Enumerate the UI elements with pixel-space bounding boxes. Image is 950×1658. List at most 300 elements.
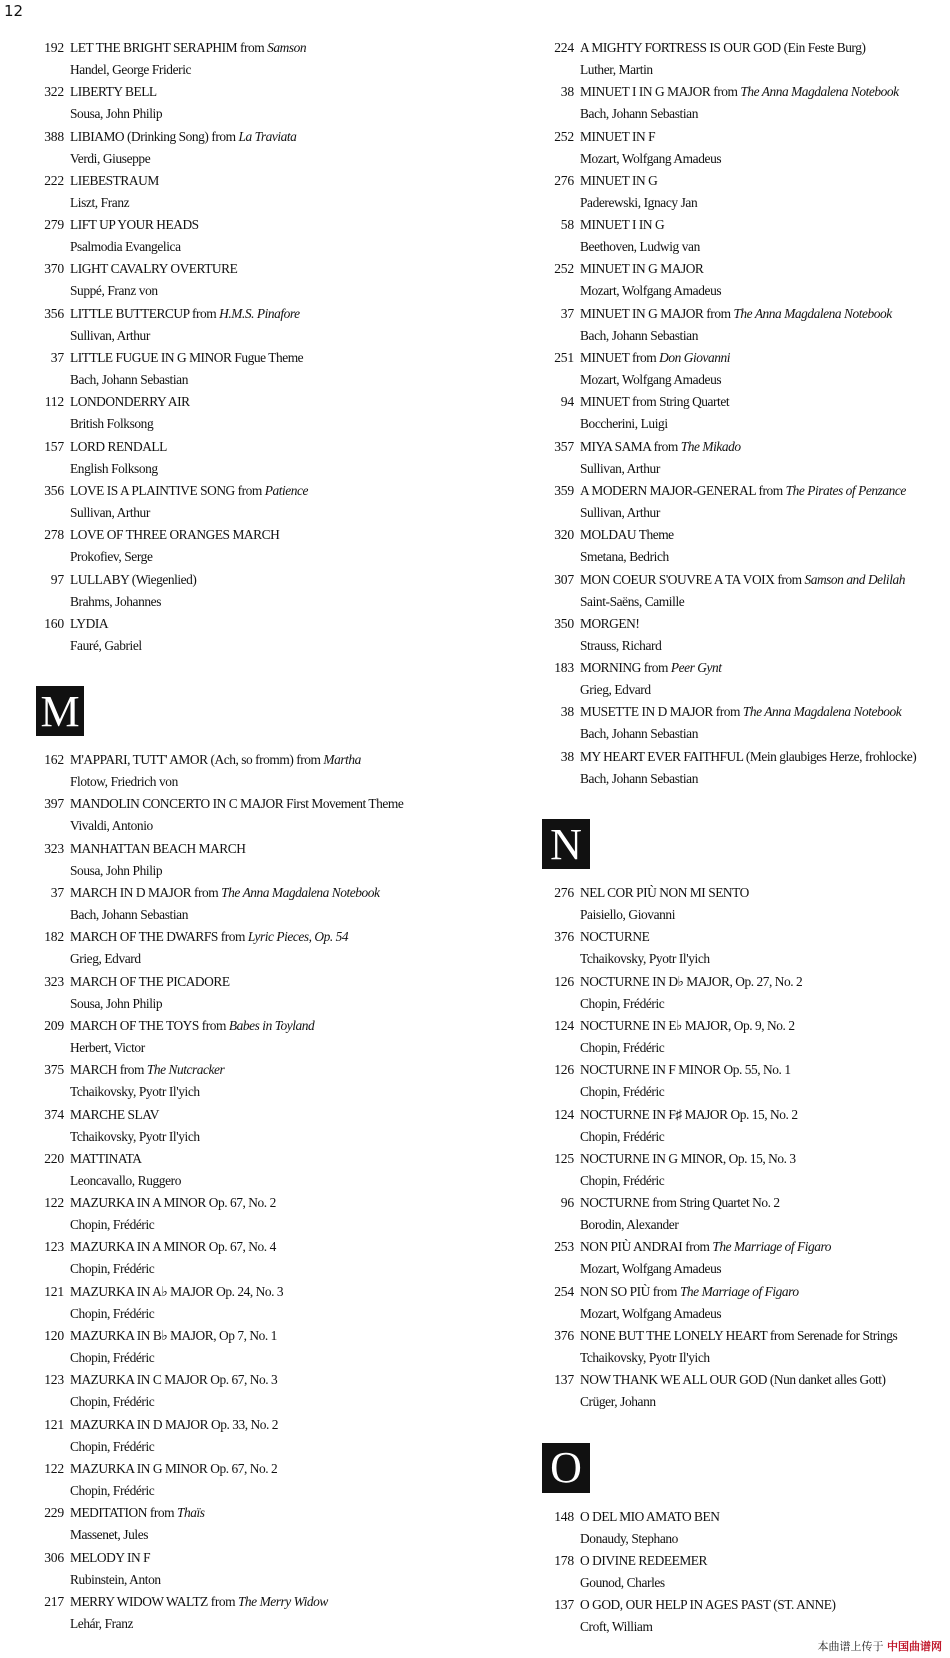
page-ref-number: 37 bbox=[50, 885, 64, 901]
entry-title: MORNING from bbox=[580, 660, 671, 676]
index-entry bbox=[28, 1193, 458, 1237]
index-entry bbox=[28, 348, 458, 392]
entry-title: LONDONDERRY AIR bbox=[70, 394, 190, 410]
entry-title: MARCHE SLAV bbox=[70, 1106, 159, 1122]
index-entry bbox=[538, 1105, 943, 1149]
index-entry bbox=[28, 171, 458, 215]
entry-composer: Bach, Johann Sebastian bbox=[580, 106, 699, 122]
entry-composer: British Folksong bbox=[70, 416, 154, 432]
entry-composer: Bach, Johann Sebastian bbox=[580, 327, 699, 343]
page-ref-number: 357 bbox=[554, 438, 574, 454]
page-ref-number: 121 bbox=[44, 1283, 64, 1299]
index-entry bbox=[28, 1459, 458, 1503]
entry-title: MAZURKA IN D MAJOR Op. 33, No. 2 bbox=[70, 1416, 279, 1432]
entry-composer: Handel, George Frideric bbox=[70, 62, 192, 77]
page-ref-number: 121 bbox=[44, 1416, 64, 1432]
entry-composer: Leoncavallo, Ruggero bbox=[70, 1172, 181, 1188]
index-entry bbox=[538, 1237, 943, 1281]
entry-title-line bbox=[70, 173, 159, 189]
entry-title-line bbox=[580, 749, 916, 765]
page-ref-number: 38 bbox=[560, 748, 574, 764]
entry-title-line bbox=[70, 1372, 277, 1388]
entry-title-line bbox=[70, 1018, 314, 1034]
index-entry bbox=[28, 1592, 458, 1636]
entry-title: NOW THANK WE ALL OUR GOD (Nun danket alles Gott) bbox=[580, 1372, 886, 1388]
footer-site: 中国曲谱网 bbox=[887, 1640, 942, 1653]
entry-title: MIYA SAMA from bbox=[580, 438, 681, 454]
entry-title: LIBIAMO (Drinking Song) from bbox=[70, 128, 239, 144]
entry-composer: Strauss, Richard bbox=[580, 637, 662, 653]
entry-composer: Sullivan, Arthur bbox=[580, 460, 660, 476]
index-entry bbox=[538, 1370, 943, 1414]
page-ref-number: 126 bbox=[554, 973, 574, 989]
page-ref-number: 254 bbox=[554, 1283, 574, 1299]
entry-work-title: The Merry Widow bbox=[237, 1593, 328, 1609]
entry-composer: Bach, Johann Sebastian bbox=[580, 770, 699, 786]
entry-title: O DEL MIO AMATO BEN bbox=[580, 1508, 720, 1524]
entry-title-line bbox=[580, 704, 901, 720]
entry-work-title: Samson bbox=[267, 40, 307, 55]
index-entry bbox=[538, 348, 943, 392]
entry-title: MINUET IN G MAJOR from bbox=[580, 305, 734, 321]
entry-title: MEDITATION from bbox=[70, 1505, 178, 1521]
page-ref-number: 178 bbox=[554, 1552, 574, 1568]
entry-composer: Tchaikovsky, Pyotr Il'yich bbox=[580, 951, 710, 967]
entry-title-line bbox=[70, 1461, 277, 1477]
index-entry bbox=[28, 392, 458, 436]
index-entry bbox=[538, 304, 943, 348]
index-entry bbox=[538, 437, 943, 481]
entry-title-line bbox=[70, 40, 306, 56]
page-ref-number: 124 bbox=[554, 1106, 574, 1122]
entry-composer: Borodin, Alexander bbox=[580, 1217, 679, 1233]
page-ref-number: 124 bbox=[554, 1017, 574, 1033]
right-column bbox=[538, 38, 943, 1640]
entry-title-line bbox=[580, 885, 749, 901]
entry-title: MUSETTE IN D MAJOR from bbox=[580, 704, 743, 720]
entry-composer: Massenet, Jules bbox=[70, 1527, 149, 1543]
entry-title-line bbox=[580, 173, 657, 189]
page-ref-number: 356 bbox=[44, 482, 64, 498]
page-ref-number: 251 bbox=[554, 350, 574, 366]
entry-title-line bbox=[70, 1151, 142, 1167]
entry-title: M'APPARI, TUTT' AMOR (Ach, so fromm) from bbox=[70, 752, 324, 768]
page-ref-number: 125 bbox=[554, 1150, 574, 1166]
entry-title: MANHATTAN BEACH MARCH bbox=[70, 840, 246, 856]
page-ref-number: 123 bbox=[44, 1239, 64, 1255]
page-ref-number: 220 bbox=[44, 1150, 64, 1166]
entry-title: LOVE IS A PLAINTIVE SONG from bbox=[70, 482, 265, 498]
entry-composer: Saint-Saëns, Camille bbox=[580, 593, 685, 609]
entry-title: LULLABY (Wiegenlied) bbox=[70, 571, 197, 587]
entry-title-line bbox=[580, 660, 721, 676]
entry-title: LIFT UP YOUR HEADS bbox=[70, 217, 199, 233]
index-entry bbox=[28, 1060, 458, 1104]
entry-composer: Chopin, Frédéric bbox=[580, 1128, 665, 1144]
entry-title: NON SO PIÙ from bbox=[580, 1283, 680, 1299]
entry-title: NONE BUT THE LONELY HEART from Serenade for Strings bbox=[580, 1328, 898, 1344]
page-ref-number: 322 bbox=[44, 84, 64, 100]
page-ref-number: 350 bbox=[554, 615, 574, 631]
entry-composer: Croft, William bbox=[580, 1619, 653, 1635]
entry-composer: Bach, Johann Sebastian bbox=[580, 726, 699, 742]
page-ref-number: 37 bbox=[50, 350, 64, 366]
entry-composer: Chopin, Frédéric bbox=[580, 995, 665, 1011]
index-entry bbox=[538, 1060, 943, 1104]
entry-work-title: Babes in Toyland bbox=[228, 1017, 315, 1033]
index-entry bbox=[538, 972, 943, 1016]
entry-title-line bbox=[580, 1372, 886, 1388]
entry-title: LOVE OF THREE ORANGES MARCH bbox=[70, 527, 280, 543]
page-ref-number: 370 bbox=[44, 261, 64, 277]
page-ref-number: 137 bbox=[554, 1372, 574, 1388]
entry-work-title: Don Giovanni bbox=[659, 350, 731, 366]
page-ref-number: 137 bbox=[554, 1597, 574, 1613]
entry-composer: Verdi, Giuseppe bbox=[70, 150, 151, 166]
index-entry bbox=[28, 127, 458, 171]
entry-title-line bbox=[580, 261, 703, 277]
entry-composer: Crüger, Johann bbox=[580, 1394, 656, 1410]
entry-title-line bbox=[580, 439, 741, 455]
index-entry bbox=[538, 1193, 943, 1237]
entry-composer: Beethoven, Ludwig van bbox=[580, 239, 700, 255]
page-ref-number: 148 bbox=[554, 1508, 574, 1524]
page-ref-number: 160 bbox=[44, 615, 64, 631]
index-entry bbox=[28, 304, 458, 348]
page-ref-number: 323 bbox=[44, 973, 64, 989]
entry-work-title: The Pirates of Penzance bbox=[785, 482, 906, 498]
entry-work-title: The Nutcracker bbox=[146, 1062, 225, 1078]
page-ref-number: 123 bbox=[44, 1372, 64, 1388]
entry-composer: Sullivan, Arthur bbox=[580, 504, 660, 520]
entry-work-title: Lyric Pieces, Op. 54 bbox=[247, 929, 349, 945]
entry-title: MON COEUR S'OUVRE A TA VOIX from bbox=[580, 571, 805, 587]
entry-title: MAZURKA IN G MINOR Op. 67, No. 2 bbox=[70, 1460, 278, 1476]
entry-title: MINUET IN G bbox=[580, 172, 658, 188]
entry-title: MINUET from bbox=[580, 350, 660, 366]
entry-title-line bbox=[580, 1509, 720, 1525]
entry-title-line bbox=[70, 1328, 277, 1344]
entry-title-line bbox=[70, 752, 361, 768]
page-ref-number: 120 bbox=[44, 1328, 64, 1344]
entry-work-title: The Anna Magdalena Notebook bbox=[742, 704, 902, 720]
entry-title: MAZURKA IN B♭ MAJOR, Op 7, No. 1 bbox=[70, 1328, 277, 1344]
page-ref-number: 279 bbox=[44, 217, 64, 233]
index-entry bbox=[538, 1507, 943, 1551]
entry-title-line bbox=[70, 841, 245, 857]
entry-title-line bbox=[580, 1328, 897, 1344]
entry-title-line bbox=[580, 40, 865, 56]
entry-composer: Boccherini, Luigi bbox=[580, 416, 668, 432]
index-entry bbox=[538, 614, 943, 658]
entry-composer: Chopin, Frédéric bbox=[70, 1394, 155, 1410]
entry-title-line bbox=[70, 1239, 276, 1255]
section-heading-o: O bbox=[542, 1443, 590, 1493]
index-entry bbox=[28, 437, 458, 481]
entry-title: MANDOLIN CONCERTO IN C MAJOR First Movement Theme bbox=[70, 796, 404, 812]
entry-title: O DIVINE REDEEMER bbox=[580, 1552, 707, 1568]
index-entry bbox=[28, 1370, 458, 1414]
page-number: 12 bbox=[4, 2, 24, 20]
entry-title: MATTINATA bbox=[70, 1150, 142, 1166]
entry-title-line bbox=[70, 1107, 159, 1123]
page-ref-number: 253 bbox=[554, 1239, 574, 1255]
entry-title-line bbox=[70, 929, 348, 945]
entry-title-line bbox=[580, 1062, 791, 1078]
footer-note bbox=[818, 1638, 943, 1654]
entry-composer: Chopin, Frédéric bbox=[580, 1039, 665, 1055]
page-ref-number: 374 bbox=[44, 1106, 64, 1122]
entry-title: MINUET IN G MAJOR bbox=[580, 261, 704, 277]
index-entry bbox=[538, 1551, 943, 1595]
index-entry bbox=[538, 658, 943, 702]
page-ref-number: 222 bbox=[44, 172, 64, 188]
entry-title-line bbox=[70, 796, 403, 812]
entry-work-title: Martha bbox=[323, 752, 361, 768]
entry-title: MARCH OF THE TOYS from bbox=[70, 1017, 229, 1033]
page-ref-number: 38 bbox=[560, 704, 574, 720]
entry-composer: Brahms, Johannes bbox=[70, 593, 162, 609]
entry-composer: Fauré, Gabriel bbox=[70, 637, 142, 653]
entry-title: MAZURKA IN A MINOR Op. 67, No. 4 bbox=[70, 1239, 276, 1255]
left-column bbox=[28, 38, 458, 1636]
entry-composer: Liszt, Franz bbox=[70, 194, 130, 210]
entry-composer: Rubinstein, Anton bbox=[70, 1571, 161, 1587]
index-entry bbox=[28, 794, 458, 838]
page-ref-number: 122 bbox=[44, 1460, 64, 1476]
entries-m2-list bbox=[538, 38, 943, 791]
section-heading-m: M bbox=[36, 686, 84, 736]
footer-text: 本曲谱上传于 bbox=[817, 1640, 884, 1653]
entry-title: NOCTURNE IN F MINOR Op. 55, No. 1 bbox=[580, 1062, 791, 1078]
entry-title: A MIGHTY FORTRESS IS OUR GOD (Ein Feste Burg) bbox=[580, 40, 866, 55]
index-entry bbox=[28, 1016, 458, 1060]
index-entry bbox=[28, 525, 458, 569]
entry-title: MARCH OF THE PICADORE bbox=[70, 973, 230, 989]
page-ref-number: 58 bbox=[560, 217, 574, 233]
entry-composer: Grieg, Edvard bbox=[580, 682, 651, 698]
entry-title-line bbox=[580, 1018, 795, 1034]
entry-composer: Chopin, Frédéric bbox=[70, 1305, 155, 1321]
page-ref-number: 252 bbox=[554, 128, 574, 144]
entry-title: LITTLE FUGUE IN G MINOR Fugue Theme bbox=[70, 350, 304, 366]
entry-title-line bbox=[580, 929, 649, 945]
index-entry bbox=[28, 259, 458, 303]
entry-title: NOCTURNE IN G MINOR, Op. 15, No. 3 bbox=[580, 1150, 796, 1166]
page-ref-number: 182 bbox=[44, 929, 64, 945]
entry-composer: Mozart, Wolfgang Amadeus bbox=[580, 1305, 722, 1321]
entry-composer: Psalmodia Evangelica bbox=[70, 239, 181, 255]
entry-title: LITTLE BUTTERCUP from bbox=[70, 305, 220, 321]
entry-title-line bbox=[580, 306, 892, 322]
index-entry bbox=[538, 215, 943, 259]
entry-work-title: The Anna Magdalena Notebook bbox=[221, 885, 380, 901]
index-entry bbox=[538, 171, 943, 215]
entry-title: MORGEN! bbox=[580, 615, 640, 631]
page-ref-number: 397 bbox=[44, 796, 64, 812]
index-entry bbox=[28, 215, 458, 259]
entry-title-line bbox=[580, 1195, 780, 1211]
page-ref-number: 38 bbox=[560, 84, 574, 100]
entry-composer: Flotow, Friedrich von bbox=[70, 774, 178, 790]
entry-title: LIEBESTRAUM bbox=[70, 172, 159, 188]
entry-composer: Vivaldi, Antonio bbox=[70, 818, 153, 834]
index-entry bbox=[538, 82, 943, 126]
index-entry bbox=[28, 927, 458, 971]
entry-composer: Grieg, Edvard bbox=[70, 951, 141, 967]
page-ref-number: 162 bbox=[44, 752, 64, 768]
entry-composer: Chopin, Frédéric bbox=[70, 1350, 155, 1366]
entry-work-title: Peer Gynt bbox=[670, 660, 722, 676]
entry-composer: Paisiello, Giovanni bbox=[580, 907, 676, 923]
entries-n-list bbox=[538, 883, 943, 1415]
page-ref-number: 37 bbox=[560, 305, 574, 321]
entry-work-title: The Marriage of Figaro bbox=[679, 1283, 799, 1299]
page-ref-number: 192 bbox=[44, 40, 64, 55]
page-ref-number: 276 bbox=[554, 885, 574, 901]
entry-title: MINUET I IN G MAJOR from bbox=[580, 84, 741, 100]
entry-title: MELODY IN F bbox=[70, 1549, 151, 1565]
page-ref-number: 94 bbox=[560, 394, 574, 410]
entry-title-line bbox=[70, 885, 379, 901]
entry-title-line bbox=[70, 616, 108, 632]
index-entry bbox=[538, 1326, 943, 1370]
page-ref-number: 356 bbox=[44, 305, 64, 321]
entry-composer: Sousa, John Philip bbox=[70, 862, 163, 878]
entry-title-line bbox=[70, 1550, 150, 1566]
entry-title: LIGHT CAVALRY OVERTURE bbox=[70, 261, 238, 277]
entry-title-line bbox=[580, 1151, 796, 1167]
entry-work-title: The Marriage of Figaro bbox=[712, 1239, 832, 1255]
page-ref-number: 375 bbox=[44, 1062, 64, 1078]
index-entry bbox=[538, 1016, 943, 1060]
entry-title: MERRY WIDOW WALTZ from bbox=[70, 1593, 238, 1609]
page-ref-number: 209 bbox=[44, 1017, 64, 1033]
page-ref-number: 306 bbox=[44, 1549, 64, 1565]
index-entry bbox=[28, 614, 458, 658]
entry-work-title: Samson and Delilah bbox=[804, 571, 905, 587]
page-ref-number: 323 bbox=[44, 840, 64, 856]
page-ref-number: 252 bbox=[554, 261, 574, 277]
entry-title-line bbox=[580, 572, 905, 588]
page-ref-number: 229 bbox=[44, 1505, 64, 1521]
entry-title-line bbox=[70, 129, 296, 145]
index-entry bbox=[538, 481, 943, 525]
entry-title: LIBERTY BELL bbox=[70, 84, 157, 100]
entry-title-line bbox=[70, 306, 300, 322]
entry-title-line bbox=[580, 84, 899, 100]
page-ref-number: 183 bbox=[554, 660, 574, 676]
entry-title-line bbox=[70, 1505, 205, 1521]
entry-title: MARCH IN D MAJOR from bbox=[70, 885, 222, 901]
entry-title-line bbox=[580, 1553, 707, 1569]
entry-title-line bbox=[70, 1417, 278, 1433]
entry-title: MINUET IN F bbox=[580, 128, 656, 144]
entry-title: A MODERN MAJOR-GENERAL from bbox=[580, 482, 786, 498]
entry-title-line bbox=[70, 974, 230, 990]
index-entry bbox=[28, 883, 458, 927]
page-ref-number: 320 bbox=[554, 527, 574, 543]
page-ref-number: 376 bbox=[554, 1328, 574, 1344]
entry-title: O GOD, OUR HELP IN AGES PAST (ST. ANNE) bbox=[580, 1597, 836, 1613]
page-ref-number: 157 bbox=[44, 438, 64, 454]
index-entry bbox=[538, 127, 943, 171]
page-ref-number: 359 bbox=[554, 482, 574, 498]
page-ref-number: 388 bbox=[44, 128, 64, 144]
index-entry bbox=[538, 392, 943, 436]
page-ref-number: 307 bbox=[554, 571, 574, 587]
entry-title: NON PIÙ ANDRAI from bbox=[580, 1239, 713, 1255]
index-entry bbox=[28, 1326, 458, 1370]
entry-composer: Tchaikovsky, Pyotr Il'yich bbox=[70, 1084, 200, 1100]
entry-title-line bbox=[70, 1594, 328, 1610]
index-entry bbox=[28, 1149, 458, 1193]
entry-title: MAZURKA IN C MAJOR Op. 67, No. 3 bbox=[70, 1372, 278, 1388]
entry-title: MARCH OF THE DWARFS from bbox=[70, 929, 248, 945]
entry-work-title: La Traviata bbox=[238, 128, 297, 144]
entry-title-line bbox=[70, 261, 237, 277]
entry-title-line bbox=[70, 1062, 224, 1078]
entry-title-line bbox=[70, 483, 308, 499]
entry-composer: Donaudy, Stephano bbox=[580, 1530, 678, 1546]
entry-composer: Suppé, Franz von bbox=[70, 283, 158, 299]
entry-title-line bbox=[580, 527, 674, 543]
entry-title: MY HEART EVER FAITHFUL (Mein glaubiges Herze, frohlocke) bbox=[580, 748, 917, 764]
entry-title-line bbox=[70, 84, 157, 100]
entry-composer: Chopin, Frédéric bbox=[580, 1084, 665, 1100]
index-entry bbox=[28, 1415, 458, 1459]
entry-composer: Chopin, Frédéric bbox=[580, 1172, 665, 1188]
entry-title: NOCTURNE from String Quartet No. 2 bbox=[580, 1195, 780, 1211]
entry-composer: Lehár, Franz bbox=[70, 1615, 134, 1631]
entry-title: MOLDAU Theme bbox=[580, 527, 674, 543]
index-entry bbox=[28, 38, 458, 82]
entry-composer: Mozart, Wolfgang Amadeus bbox=[580, 283, 722, 299]
entry-composer: Herbert, Victor bbox=[70, 1039, 145, 1055]
index-entry bbox=[538, 702, 943, 746]
index-entry bbox=[538, 1282, 943, 1326]
entry-composer: Luther, Martin bbox=[580, 62, 653, 77]
entry-composer: Prokofiev, Serge bbox=[70, 549, 153, 565]
entry-title-line bbox=[580, 974, 802, 990]
entry-title: MARCH from bbox=[70, 1062, 147, 1078]
entry-title-line bbox=[580, 483, 906, 499]
index-entry bbox=[28, 1282, 458, 1326]
page-ref-number: 276 bbox=[554, 172, 574, 188]
index-entry bbox=[28, 1237, 458, 1281]
page-ref-number: 376 bbox=[554, 929, 574, 945]
index-entry bbox=[28, 972, 458, 1016]
entry-composer: Sullivan, Arthur bbox=[70, 504, 150, 520]
entry-work-title: The Anna Magdalena Notebook bbox=[733, 305, 892, 321]
entry-title: LORD RENDALL bbox=[70, 438, 167, 454]
entry-title: LYDIA bbox=[70, 615, 109, 631]
page-ref-number: 122 bbox=[44, 1195, 64, 1211]
index-entry bbox=[28, 750, 458, 794]
entry-title: NEL COR PIÙ NON MI SENTO bbox=[580, 885, 749, 901]
entry-title-line bbox=[580, 1107, 798, 1123]
entry-title-line bbox=[70, 1284, 283, 1300]
entry-title: MAZURKA IN A MINOR Op. 67, No. 2 bbox=[70, 1195, 276, 1211]
entries-m-list bbox=[28, 750, 458, 1636]
entry-composer: Gounod, Charles bbox=[580, 1574, 665, 1590]
entry-title-line bbox=[580, 1284, 799, 1300]
entry-title-line bbox=[70, 394, 190, 410]
index-entry bbox=[28, 82, 458, 126]
entry-title: NOCTURNE IN E♭ MAJOR, Op. 9, No. 2 bbox=[580, 1017, 795, 1033]
entry-composer: Chopin, Frédéric bbox=[70, 1482, 155, 1498]
entry-title: LET THE BRIGHT SERAPHIM from bbox=[70, 40, 268, 55]
